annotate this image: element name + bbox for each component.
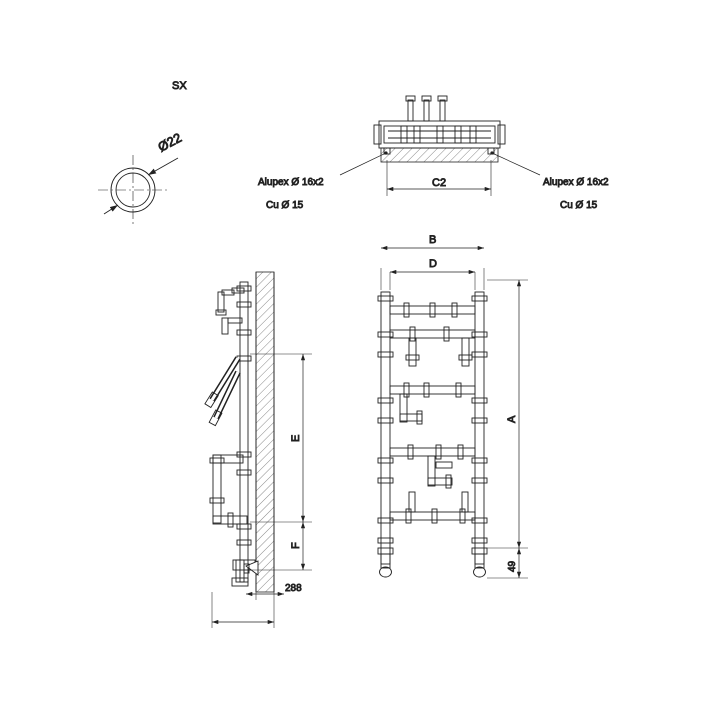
dim-d-label: D (429, 258, 437, 270)
annotation-alupex-left: Alupex Ø 16x2 (258, 177, 324, 188)
dim-45-label: 288 (285, 583, 302, 594)
dim-c2-label: C2 (432, 177, 447, 189)
annotation-alupex-right: Alupex Ø 16x2 (543, 177, 609, 188)
annotation-cu-left: Cu Ø 15 (266, 200, 304, 211)
pipe-section-circle (98, 155, 178, 225)
dim-b-label: B (429, 234, 437, 246)
dim-49-label: 49 (507, 560, 518, 572)
front-elevation-view (378, 248, 528, 578)
dim-a-label: A (506, 415, 518, 423)
side-label: SX (172, 80, 187, 92)
side-elevation-view (205, 272, 312, 628)
annotation-cu-right: Cu Ø 15 (560, 200, 598, 211)
dim-e-label: E (290, 434, 302, 442)
dim-f-label: F (290, 542, 302, 549)
diameter-label: Ø22 (155, 129, 185, 155)
